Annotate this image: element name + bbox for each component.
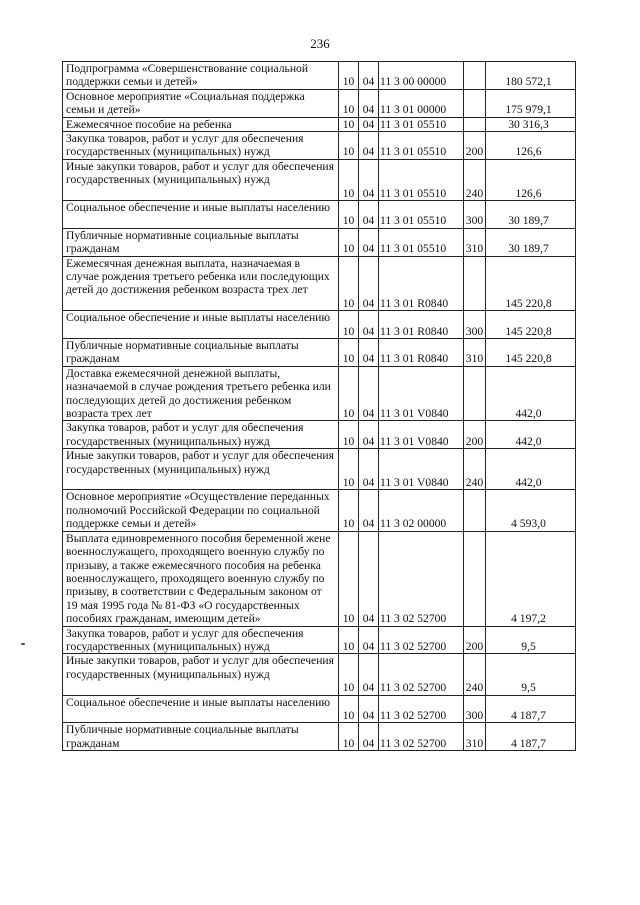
row-target-article-code: 11 3 01 05510 <box>379 132 464 160</box>
row-name: Социальное обеспечение и иные выплаты населению <box>63 201 339 229</box>
row-target-article-code: 11 3 01 V0840 <box>379 421 464 449</box>
row-section-code: 10 <box>339 228 359 256</box>
row-target-article-code: 11 3 00 00000 <box>379 62 464 90</box>
table-row <box>63 62 576 90</box>
table-row <box>63 695 576 723</box>
row-section-code: 10 <box>339 626 359 654</box>
row-amount: 442,0 <box>486 449 576 490</box>
row-amount: 442,0 <box>486 421 576 449</box>
row-section-code: 10 <box>339 256 359 311</box>
row-expense-type-code <box>464 531 486 626</box>
row-name: Публичные нормативные социальные выплаты гражданам <box>63 339 339 367</box>
row-target-article-code: 11 3 01 05510 <box>379 159 464 200</box>
row-expense-type-code: 300 <box>464 201 486 229</box>
row-target-article-code: 11 3 02 52700 <box>379 695 464 723</box>
row-amount: 145 220,8 <box>486 256 576 311</box>
table-row <box>63 339 576 367</box>
table-row <box>63 256 576 311</box>
row-subsection-code: 04 <box>359 311 379 339</box>
row-subsection-code: 04 <box>359 62 379 90</box>
row-target-article-code: 11 3 01 V0840 <box>379 449 464 490</box>
row-name: Публичные нормативные социальные выплаты гражданам <box>63 228 339 256</box>
row-subsection-code: 04 <box>359 531 379 626</box>
row-expense-type-code <box>464 117 486 131</box>
row-name: Публичные нормативные социальные выплаты гражданам <box>63 723 339 751</box>
table-row <box>63 654 576 695</box>
row-name: Основное мероприятие «Социальная поддержка семьи и детей» <box>63 89 339 117</box>
row-expense-type-code: 240 <box>464 159 486 200</box>
row-name: Социальное обеспечение и иные выплаты населению <box>63 311 339 339</box>
row-expense-type-code <box>464 89 486 117</box>
table-row <box>63 626 576 654</box>
row-target-article-code: 11 3 02 52700 <box>379 531 464 626</box>
row-section-code: 10 <box>339 339 359 367</box>
row-section-code: 10 <box>339 366 359 421</box>
row-section-code: 10 <box>339 132 359 160</box>
margin-mark <box>21 643 25 645</box>
row-section-code: 10 <box>339 201 359 229</box>
row-section-code: 10 <box>339 159 359 200</box>
table-row <box>63 366 576 421</box>
row-expense-type-code: 300 <box>464 311 486 339</box>
table-row <box>63 311 576 339</box>
row-target-article-code: 11 3 01 R0840 <box>379 311 464 339</box>
row-section-code: 10 <box>339 490 359 531</box>
row-section-code: 10 <box>339 723 359 751</box>
table-row <box>63 228 576 256</box>
row-subsection-code: 04 <box>359 723 379 751</box>
row-expense-type-code: 200 <box>464 421 486 449</box>
row-name: Закупка товаров, работ и услуг для обеспечения государственных (муниципальных) нужд <box>63 421 339 449</box>
row-name: Выплата единовременного пособия беременной жене военнослужащего, проходящего военную службу по призыву, а также ежемесячного пособия на ребенка военнослужащего, проходящего военную службу по призыву, в соответствии с Федеральным законом от 19 мая 1995 года № 81-ФЗ «О государственных пособиях гражданам, имеющим детей» <box>63 531 339 626</box>
row-expense-type-code <box>464 62 486 90</box>
row-expense-type-code: 240 <box>464 654 486 695</box>
row-subsection-code: 04 <box>359 421 379 449</box>
row-expense-type-code <box>464 366 486 421</box>
row-section-code: 10 <box>339 449 359 490</box>
row-name: Иные закупки товаров, работ и услуг для обеспечения государственных (муниципальных) нужд <box>63 159 339 200</box>
row-name: Иные закупки товаров, работ и услуг для обеспечения государственных (муниципальных) нужд <box>63 449 339 490</box>
row-target-article-code: 11 3 01 V0840 <box>379 366 464 421</box>
row-subsection-code: 04 <box>359 490 379 531</box>
row-amount: 4 593,0 <box>486 490 576 531</box>
row-name: Иные закупки товаров, работ и услуг для обеспечения государственных (муниципальных) нужд <box>63 654 339 695</box>
row-subsection-code: 04 <box>359 654 379 695</box>
row-name: Основное мероприятие «Осуществление переданных полномочий Российской Федерации по социальной поддержке семьи и детей» <box>63 490 339 531</box>
row-amount: 30 189,7 <box>486 201 576 229</box>
row-section-code: 10 <box>339 421 359 449</box>
row-subsection-code: 04 <box>359 626 379 654</box>
table-row <box>63 132 576 160</box>
row-subsection-code: 04 <box>359 366 379 421</box>
row-amount: 4 197,2 <box>486 531 576 626</box>
row-section-code: 10 <box>339 695 359 723</box>
row-target-article-code: 11 3 01 00000 <box>379 89 464 117</box>
row-amount: 175 979,1 <box>486 89 576 117</box>
row-subsection-code: 04 <box>359 228 379 256</box>
row-name: Доставка ежемесячной денежной выплаты, назначаемой в случае рождения третьего ребенка или последующих детей до достижения ребенком возраста трех лет <box>63 366 339 421</box>
row-subsection-code: 04 <box>359 117 379 131</box>
row-expense-type-code: 200 <box>464 626 486 654</box>
row-name: Закупка товаров, работ и услуг для обеспечения государственных (муниципальных) нужд <box>63 132 339 160</box>
row-amount: 30 189,7 <box>486 228 576 256</box>
row-amount: 9,5 <box>486 626 576 654</box>
table-row <box>63 117 576 131</box>
table-row <box>63 531 576 626</box>
row-amount: 30 316,3 <box>486 117 576 131</box>
row-name: Подпрограмма «Совершенствование социальной поддержки семьи и детей» <box>63 62 339 90</box>
table-row <box>63 490 576 531</box>
row-expense-type-code: 310 <box>464 723 486 751</box>
row-subsection-code: 04 <box>359 201 379 229</box>
row-subsection-code: 04 <box>359 159 379 200</box>
row-section-code: 10 <box>339 531 359 626</box>
table-row <box>63 723 576 751</box>
row-expense-type-code <box>464 256 486 311</box>
row-expense-type-code: 300 <box>464 695 486 723</box>
row-target-article-code: 11 3 01 05510 <box>379 228 464 256</box>
row-amount: 180 572,1 <box>486 62 576 90</box>
row-amount: 126,6 <box>486 132 576 160</box>
table-row <box>63 159 576 200</box>
table-row <box>63 201 576 229</box>
table-row <box>63 449 576 490</box>
row-section-code: 10 <box>339 117 359 131</box>
row-section-code: 10 <box>339 62 359 90</box>
row-expense-type-code: 240 <box>464 449 486 490</box>
row-amount: 145 220,8 <box>486 339 576 367</box>
table-row <box>63 89 576 117</box>
row-name: Ежемесячная денежная выплата, назначаемая в случае рождения третьего ребенка или последующих детей до достижения ребенком возраста трех лет <box>63 256 339 311</box>
row-subsection-code: 04 <box>359 132 379 160</box>
row-target-article-code: 11 3 02 52700 <box>379 654 464 695</box>
row-section-code: 10 <box>339 654 359 695</box>
row-target-article-code: 11 3 02 52700 <box>379 626 464 654</box>
row-amount: 9,5 <box>486 654 576 695</box>
row-expense-type-code <box>464 490 486 531</box>
page-number: 236 <box>310 36 330 51</box>
row-amount: 126,6 <box>486 159 576 200</box>
row-subsection-code: 04 <box>359 339 379 367</box>
row-amount: 442,0 <box>486 366 576 421</box>
row-target-article-code: 11 3 02 00000 <box>379 490 464 531</box>
row-amount: 4 187,7 <box>486 723 576 751</box>
row-section-code: 10 <box>339 311 359 339</box>
row-subsection-code: 04 <box>359 449 379 490</box>
row-target-article-code: 11 3 02 52700 <box>379 723 464 751</box>
row-subsection-code: 04 <box>359 256 379 311</box>
row-subsection-code: 04 <box>359 89 379 117</box>
row-expense-type-code: 200 <box>464 132 486 160</box>
row-subsection-code: 04 <box>359 695 379 723</box>
table-row <box>63 421 576 449</box>
row-expense-type-code: 310 <box>464 339 486 367</box>
row-target-article-code: 11 3 01 R0840 <box>379 256 464 311</box>
row-target-article-code: 11 3 01 R0840 <box>379 339 464 367</box>
row-target-article-code: 11 3 01 05510 <box>379 201 464 229</box>
budget-table <box>62 61 576 751</box>
budget-table-body <box>63 62 576 751</box>
row-expense-type-code: 310 <box>464 228 486 256</box>
row-name: Закупка товаров, работ и услуг для обеспечения государственных (муниципальных) нужд <box>63 626 339 654</box>
row-amount: 4 187,7 <box>486 695 576 723</box>
row-section-code: 10 <box>339 89 359 117</box>
row-name: Ежемесячное пособие на ребенка <box>63 117 339 131</box>
row-amount: 145 220,8 <box>486 311 576 339</box>
row-target-article-code: 11 3 01 05510 <box>379 117 464 131</box>
row-name: Социальное обеспечение и иные выплаты населению <box>63 695 339 723</box>
